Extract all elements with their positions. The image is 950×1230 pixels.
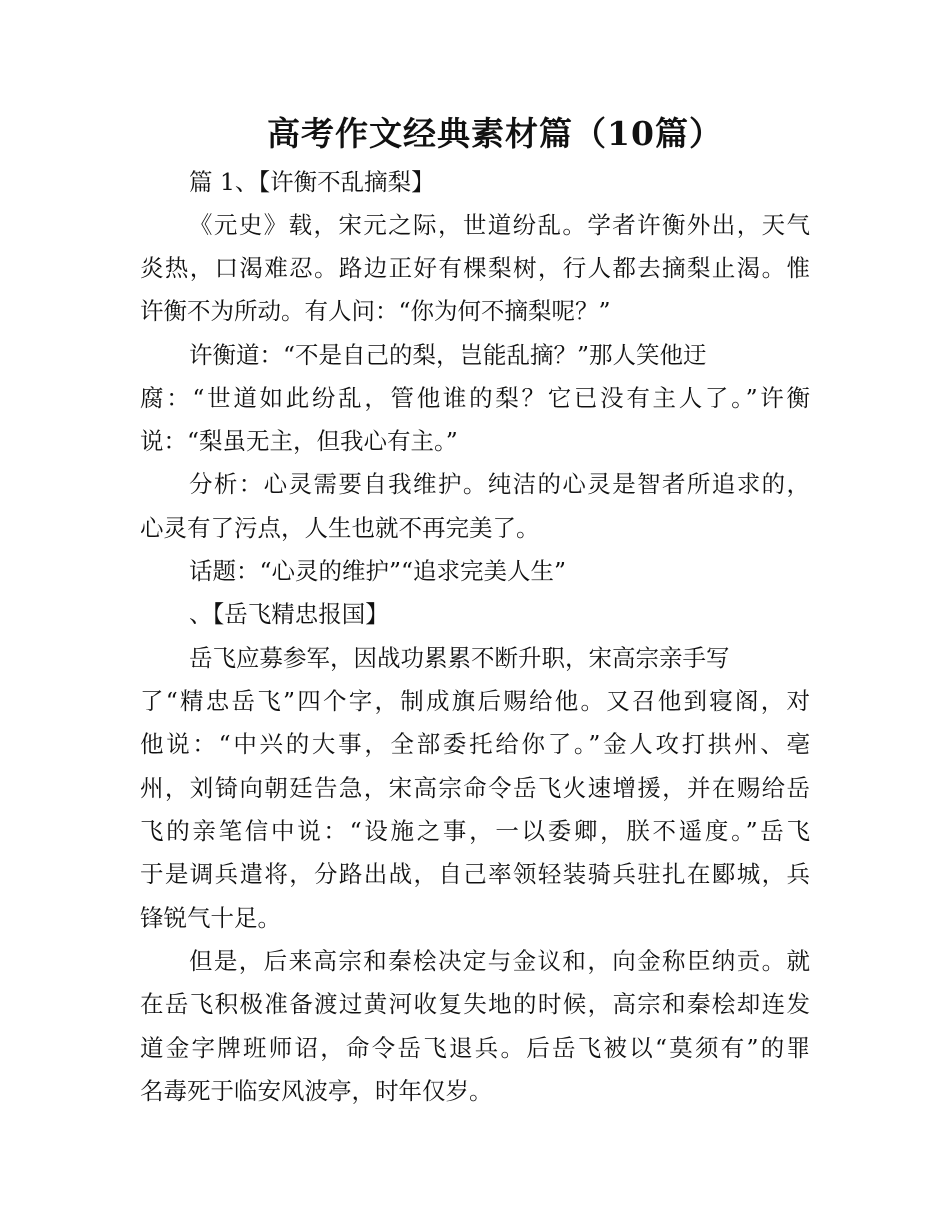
analysis-line: 心灵有了污点，人生也就不再完美了。 (140, 514, 540, 542)
paragraph-line: 许衡不为所动。有人问：“你为何不摘梨呢？” (140, 297, 611, 325)
paragraph-line: 腐：“世道如此纷乱，管他谁的梨？它已没有主人了。”许衡 (140, 384, 810, 412)
paragraph-line: 于是调兵遣将，分路出战，自己率领轻装骑兵驻扎在郾城，兵 (140, 860, 810, 888)
analysis-line: 分析：心灵需要自我维护。纯洁的心灵是智者所追求的， (189, 470, 810, 498)
paragraph-line: 在岳飞积极准备渡过黄河收复失地的时候，高宗和秦桧却连发 (140, 990, 810, 1018)
paragraph-line: 名毒死于临安风波亭，时年仅岁。 (140, 1077, 493, 1105)
paragraph-line: 岳飞应募参军，因战功累累不断升职，宋高宗亲手写 (189, 644, 730, 672)
paragraph-line: 了“精忠岳飞”四个字，制成旗后赐给他。又召他到寝阁，对 (140, 687, 810, 715)
paragraph-line: 《元史》载，宋元之际，世道纷乱。学者许衡外出，天气 (189, 211, 810, 239)
document-title: 高考作文经典素材篇（10篇） (267, 114, 723, 153)
topic-line: 话题：“心灵的维护”“追求完美人生” (189, 557, 567, 585)
paragraph-line: 道金字牌班师诏，命令岳飞退兵。后岳飞被以“莫须有”的罪 (140, 1034, 810, 1062)
paragraph-line: 说：“梨虽无主，但我心有主。” (140, 427, 458, 455)
paragraph-line: 但是，后来高宗和秦桧决定与金议和，向金称臣纳贡。就 (189, 947, 810, 975)
paragraph-line: 锋锐气十足。 (140, 904, 281, 932)
paragraph-line: 炎热，口渴难忍。路边正好有棵梨树，行人都去摘梨止渴。惟 (140, 254, 810, 282)
paragraph-line: 许衡道：“不是自己的梨，岂能乱摘？”那人笑他迂 (189, 341, 707, 369)
section-heading-2: 、【岳飞精忠报国】 (189, 600, 389, 628)
paragraph-line: 州，刘锜向朝廷告急，宋高宗命令岳飞火速增援，并在赐给岳 (140, 774, 810, 802)
paragraph-line: 他说：“中兴的大事，全部委托给你了。”金人攻打拱州、亳 (140, 730, 810, 758)
section-heading-1: 篇 1、【许衡不乱摘梨】 (189, 168, 435, 196)
paragraph-line: 飞的亲笔信中说：“设施之事，一以委卿，朕不遥度。”岳飞 (140, 817, 810, 845)
